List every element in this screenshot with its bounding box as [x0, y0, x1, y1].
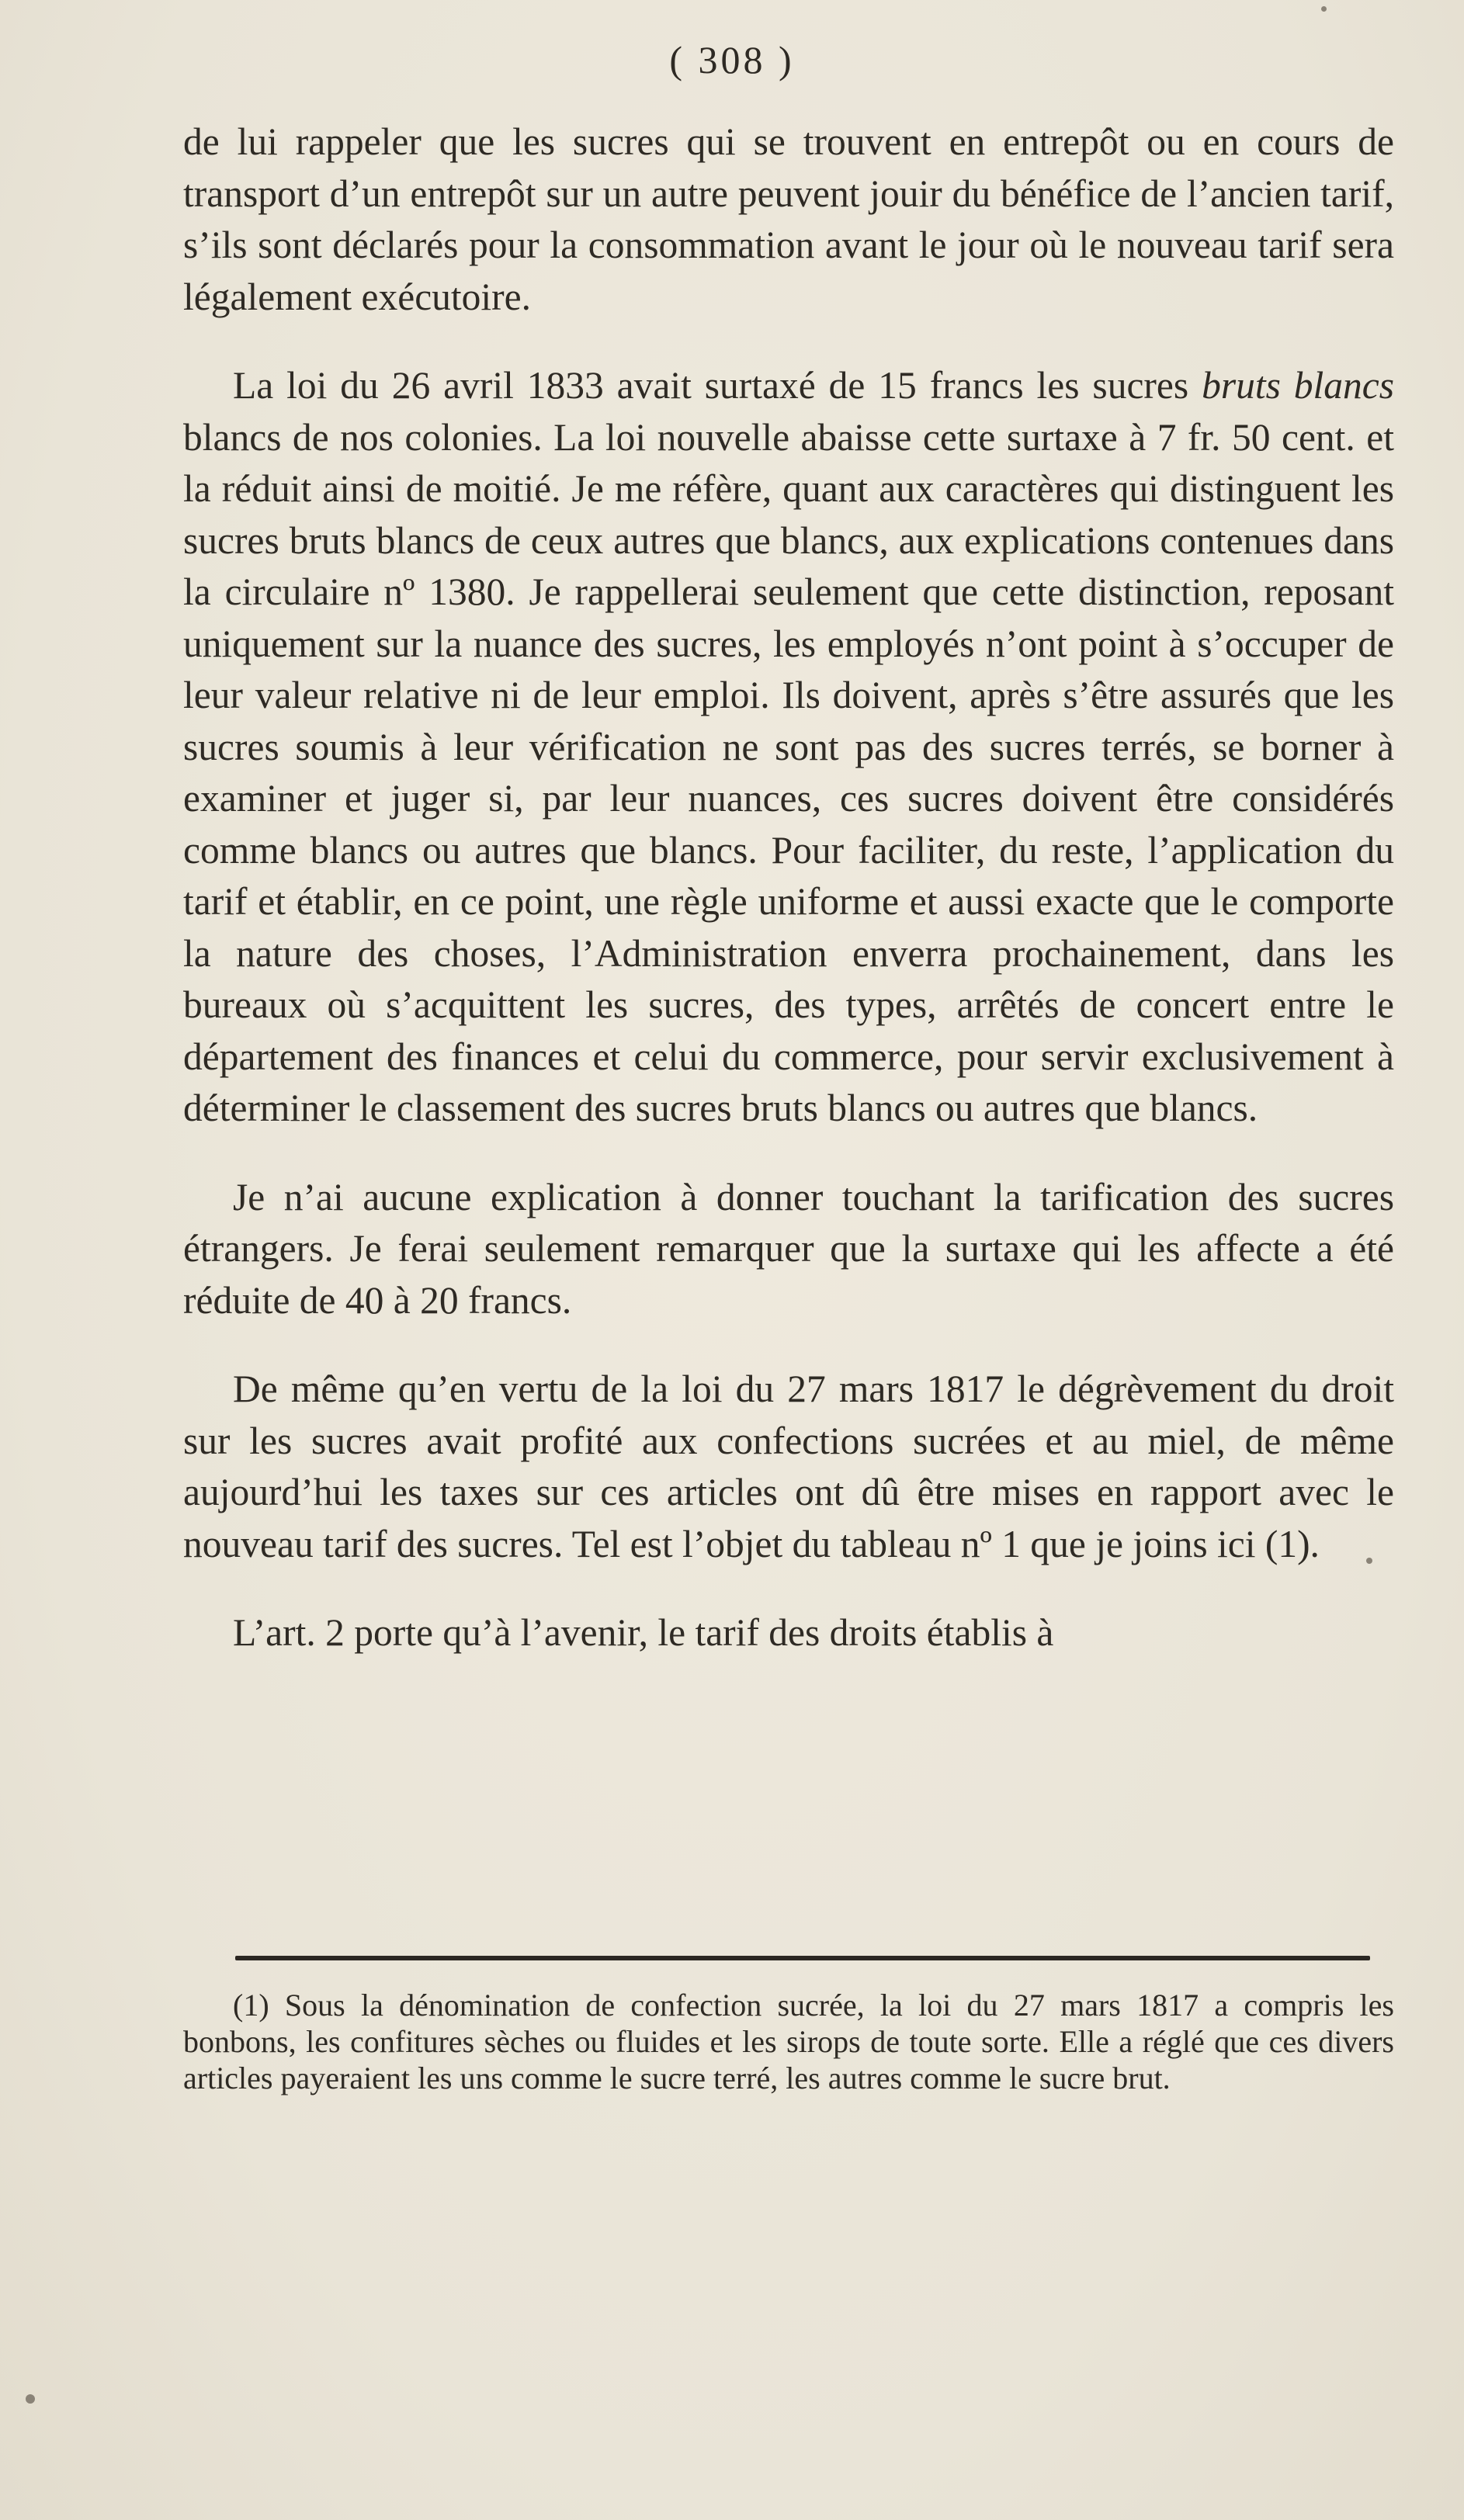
paper-speck — [1366, 1558, 1372, 1564]
footnote-text: (1) Sous la dénomination de confection sucrée, la loi du 27 mars 1817 a compris les bonbons, les confitures sèches ou fluides et les sirops de toute sorte. Elle a réglé que ces divers articles payeraient les uns comme le sucre terré, les autres comme le sucre brut. — [183, 1988, 1394, 2095]
paper-speck — [26, 2394, 35, 2404]
paragraph: de lui rappeler que les sucres qui se trouvent en entrepôt ou en cours de transport d’un entrepôt sur un autre peuvent jouir du bénéfice de l’ancien tarif, s’ils sont déclarés pour la consommation avant le jour où le nouveau tarif sera légalement exécutoire. — [183, 120, 1394, 318]
paragraph: Je n’ai aucune explication à donner touchant la tarification des sucres étrangers. Je ferai seulement remarquer que la surtaxe qui les affecte a été réduite de 40 à 20 francs. — [183, 1175, 1394, 1322]
paragraph: De même qu’en vertu de la loi du 27 mars 1817 le dégrèvement du droit sur les sucres avait profité aux confections sucrées et au miel, de même aujourd’hui les taxes sur ces articles ont dû être mises en rapport avec le nouveau tarif des sucres. Tel est l’objet du tableau nº 1 que je joins ici (1). — [183, 1367, 1394, 1565]
main-text — [183, 116, 1394, 1659]
paragraph-lead: La loi du 26 avril 1833 avait surtaxé de 15 francs les sucres — [233, 364, 1202, 407]
footnote-rule — [235, 1956, 1370, 1960]
paragraph — [183, 360, 1394, 1135]
paper-speck — [1321, 6, 1327, 12]
footnote — [183, 1987, 1394, 2096]
italic-term: bruts blancs — [1202, 364, 1394, 407]
paragraph: L’art. 2 porte qu’à l’avenir, le tarif des droits établis à — [233, 1611, 1054, 1654]
page-number: ( 308 ) — [669, 38, 795, 81]
paragraph-continuation: blancs de nos colonies. La loi nouvelle abaisse cette surtaxe à 7 fr. 50 cent. et la réduit ainsi de moitié. Je me réfère, quant aux caractères qui distinguent les sucres bruts blancs de ceux autres que blancs, aux explications contenues dans la circulaire nº 1380. Je rappellerai seulement que cette distinction, reposant uniquement sur la nuance des sucres, les employés n’ont point à s’occuper de leur valeur relative ni de leur emploi. Ils doivent, après s’être assurés que les sucres soumis à leur vérification ne sont pas des sucres terrés, se borner à examiner et juger si, par leur nuances, ces sucres doivent être considérés comme blancs ou autres que blancs. Pour faciliter, du reste, l’application du tarif et établir, en ce point, une règle uniforme et aussi exacte que le comporte la nature des choses, l’Administration enverra prochainement, dans les bureaux où s’acquittent les sucres, des types, arrêtés de concert entre le département des finances et celui du commerce, pour servir exclusivement à déterminer le classement des sucres bruts blancs ou autres que blancs. — [183, 415, 1394, 1129]
